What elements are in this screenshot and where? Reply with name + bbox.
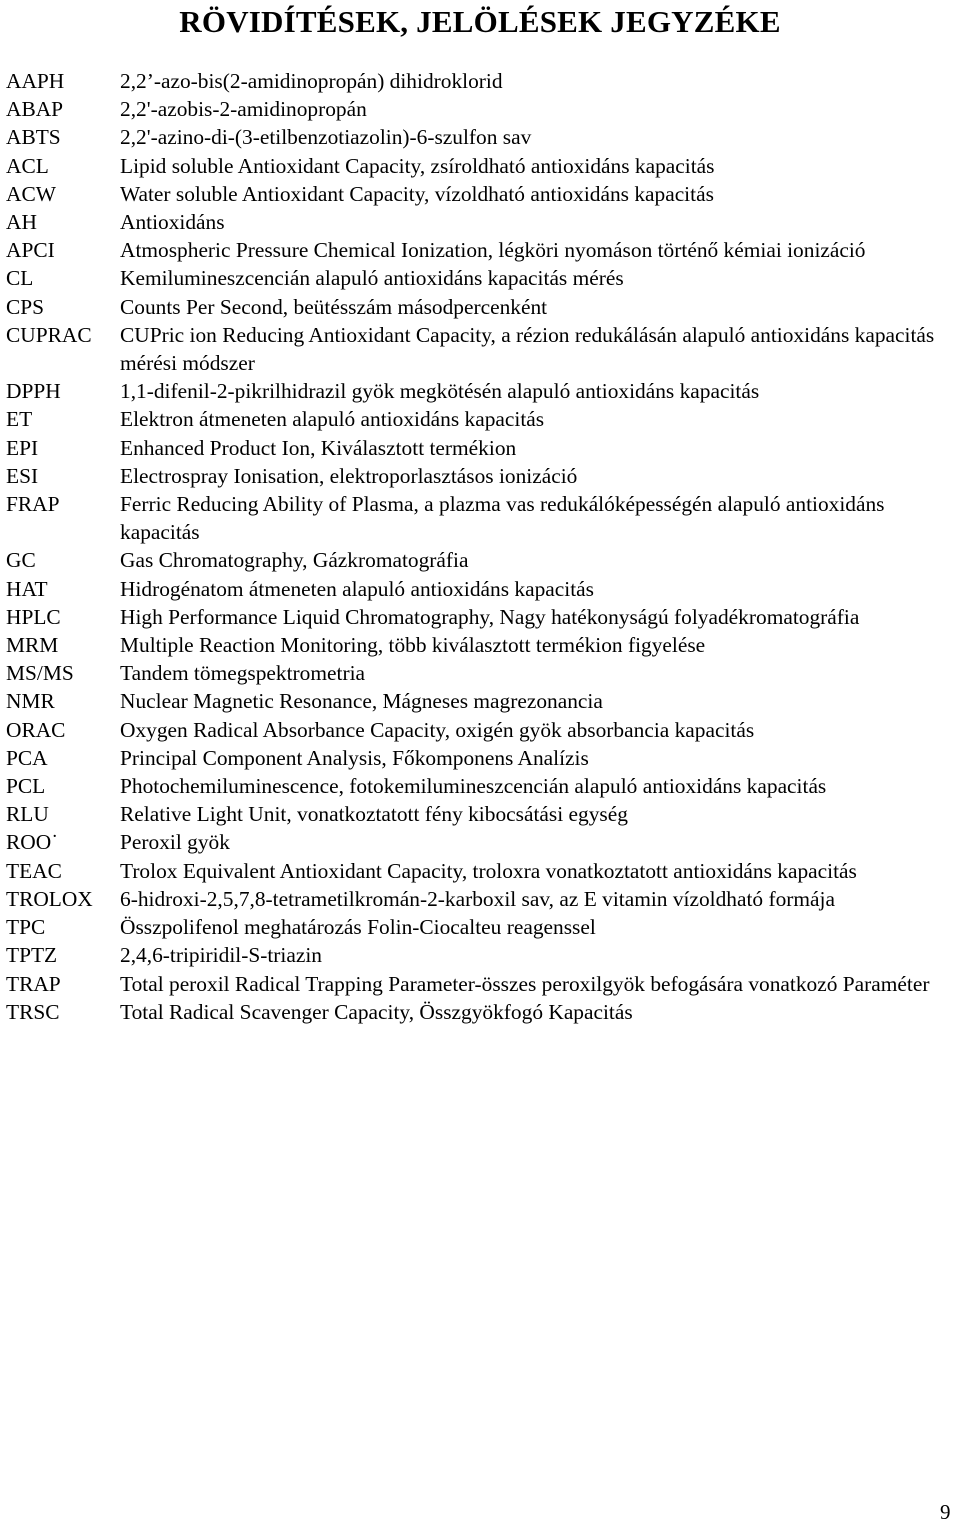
abbreviation-definition: Electrospray Ionisation, elektroporlasztásos ionizáció	[120, 463, 578, 488]
abbreviation-row	[6, 293, 958, 321]
abbreviation-definition: Antioxidáns	[120, 210, 225, 235]
abbreviation-code: FRAP	[6, 492, 60, 517]
abbreviation-row	[6, 152, 958, 180]
abbreviation-definition: 2,2'-azino-di-(3-etilbenzotiazolin)-6-szulfon sav	[120, 125, 532, 150]
abbreviation-code: ET	[6, 407, 33, 432]
abbreviation-row	[6, 631, 958, 659]
abbreviation-code: ACW	[6, 181, 56, 206]
abbreviation-row	[6, 405, 958, 433]
abbreviation-code: TRSC	[6, 999, 60, 1024]
abbreviation-definition: Atmospheric Pressure Chemical Ionization, légköri nyomáson történő kémiai ionizáció	[120, 238, 866, 263]
abbreviation-code: APCI	[6, 238, 55, 263]
abbreviation-code: PCA	[6, 745, 48, 770]
abbreviation-definition: 2,2'-azobis-2-amidinopropán	[120, 97, 367, 122]
abbreviation-row	[6, 857, 958, 885]
abbreviation-row	[6, 321, 958, 377]
page-title: RÖVIDÍTÉSEK, JELÖLÉSEK JEGYZÉKE	[179, 4, 781, 39]
abbreviation-code: CPS	[6, 294, 45, 319]
abbreviation-code: GC	[6, 548, 36, 573]
abbreviation-definition: Trolox Equivalent Antioxidant Capacity, troloxra vonatkoztatott antioxidáns kapacitás	[120, 858, 857, 883]
abbreviation-row	[6, 67, 958, 95]
abbreviation-code: HPLC	[6, 604, 61, 629]
abbreviation-code: HAT	[6, 576, 48, 601]
abbreviation-definition: Counts Per Second, beütésszám másodpercenként	[120, 294, 548, 319]
abbreviation-definition: Ferric Reducing Ability of Plasma, a plazma vas redukálóképességén alapuló antioxidáns kapacitás	[120, 492, 885, 545]
abbreviation-code: ABTS	[6, 125, 61, 150]
abbreviation-row	[6, 546, 958, 574]
abbreviation-code: RLU	[6, 802, 49, 827]
abbreviation-row	[6, 913, 958, 941]
abbreviation-code: TPTZ	[6, 943, 58, 968]
abbreviation-definition: Kemilumineszcencián alapuló antioxidáns kapacitás mérés	[120, 266, 624, 291]
abbreviation-code: ACL	[6, 153, 49, 178]
abbreviation-definition: Water soluble Antioxidant Capacity, vízoldható antioxidáns kapacitás	[120, 181, 714, 206]
abbreviation-code: TPC	[6, 915, 46, 940]
abbreviation-definition: 6-hidroxi-2,5,7,8-tetrametilkromán-2-karboxil sav, az E vitamin vízoldható formája	[120, 886, 835, 911]
abbreviation-definition: 2,4,6-tripiridil-S-triazin	[120, 943, 322, 968]
abbreviation-row	[6, 264, 958, 292]
abbreviation-row	[6, 603, 958, 631]
abbreviation-definition: Elektron átmeneten alapuló antioxidáns kapacitás	[120, 407, 545, 432]
abbreviation-code: AAPH	[6, 69, 65, 93]
abbreviation-definition: Principal Component Analysis, Főkomponens Analízis	[120, 745, 589, 770]
abbreviation-row	[6, 744, 958, 772]
abbreviation-definition: 1,1-difenil-2-pikrilhidrazil gyök megkötésén alapuló antioxidáns kapacitás	[120, 379, 760, 404]
abbreviation-code: DPPH	[6, 379, 61, 404]
abbreviation-row	[6, 490, 958, 546]
abbreviation-row	[6, 180, 958, 208]
abbreviation-code: TRAP	[6, 971, 61, 996]
abbreviation-list	[6, 67, 958, 1026]
abbreviation-code: AH	[6, 210, 37, 235]
abbreviation-code: PCL	[6, 774, 46, 799]
abbreviation-code: TEAC	[6, 858, 62, 883]
abbreviation-row	[6, 377, 958, 405]
abbreviation-definition: Tandem tömegspektrometria	[120, 661, 366, 686]
abbreviation-code: ROO˙	[6, 830, 59, 855]
abbreviation-code: ORAC	[6, 717, 66, 742]
abbreviation-row	[6, 716, 958, 744]
abbreviation-definition: Photochemiluminescence, fotokemilumineszcencián alapuló antioxidáns kapacitás	[120, 774, 827, 799]
abbreviation-definition: Összpolifenol meghatározás Folin-Ciocalteu reagenssel	[120, 915, 596, 940]
abbreviation-definition: Oxygen Radical Absorbance Capacity, oxigén gyök absorbancia kapacitás	[120, 717, 755, 742]
abbreviation-row	[6, 208, 958, 236]
abbreviation-definition: Multiple Reaction Monitoring, több kiválasztott termékion figyelése	[120, 633, 706, 658]
abbreviation-code: CL	[6, 266, 34, 291]
abbreviation-row	[6, 462, 958, 490]
abbreviation-code: MRM	[6, 633, 59, 658]
abbreviation-row	[6, 941, 958, 969]
abbreviation-definition: Relative Light Unit, vonatkoztatott fény kibocsátási egység	[120, 802, 628, 827]
abbreviation-row	[6, 434, 958, 462]
abbreviation-row	[6, 659, 958, 687]
abbreviation-code: ABAP	[6, 97, 64, 122]
abbreviation-definition: 2,2’-azo-bis(2-amidinopropán) dihidroklorid	[120, 69, 503, 93]
abbreviation-definition: Hidrogénatom átmeneten alapuló antioxidáns kapacitás	[120, 576, 594, 601]
abbreviation-code: CUPRAC	[6, 322, 92, 347]
abbreviation-definition: Lipid soluble Antioxidant Capacity, zsíroldható antioxidáns kapacitás	[120, 153, 715, 178]
abbreviation-code: MS/MS	[6, 661, 74, 686]
abbreviation-definition: Total peroxil Radical Trapping Parameter-összes peroxilgyök befogására vonatkozó Paraméter	[120, 971, 930, 996]
abbreviation-row	[6, 687, 958, 715]
abbreviation-code: EPI	[6, 435, 39, 460]
abbreviation-code: NMR	[6, 689, 55, 714]
abbreviation-row	[6, 575, 958, 603]
abbreviation-code: ESI	[6, 463, 39, 488]
abbreviation-definition: Total Radical Scavenger Capacity, Összgyökfogó Kapacitás	[120, 999, 633, 1024]
abbreviation-row	[6, 236, 958, 264]
abbreviation-row	[6, 885, 958, 913]
abbreviation-row	[6, 970, 958, 998]
abbreviation-row	[6, 800, 958, 828]
abbreviation-definition: Gas Chromatography, Gázkromatográfia	[120, 548, 469, 573]
abbreviation-definition: CUPric ion Reducing Antioxidant Capacity, a rézion redukálásán alapuló antioxidáns kapacitás mérési módszer	[120, 322, 935, 376]
page-number: 9	[940, 1500, 951, 1524]
abbreviation-definition: Enhanced Product Ion, Kiválasztott termékion	[120, 435, 517, 460]
abbreviation-row	[6, 828, 958, 856]
abbreviation-row	[6, 772, 958, 800]
abbreviation-definition: Nuclear Magnetic Resonance, Mágneses magrezonancia	[120, 689, 603, 714]
abbreviation-row	[6, 95, 958, 123]
abbreviation-row	[6, 998, 958, 1026]
abbreviation-row	[6, 123, 958, 151]
abbreviation-code: TROLOX	[6, 886, 93, 911]
abbreviation-definition: Peroxil gyök	[120, 830, 230, 855]
abbreviation-definition: High Performance Liquid Chromatography, Nagy hatékonyságú folyadékromatográfia	[120, 604, 860, 629]
